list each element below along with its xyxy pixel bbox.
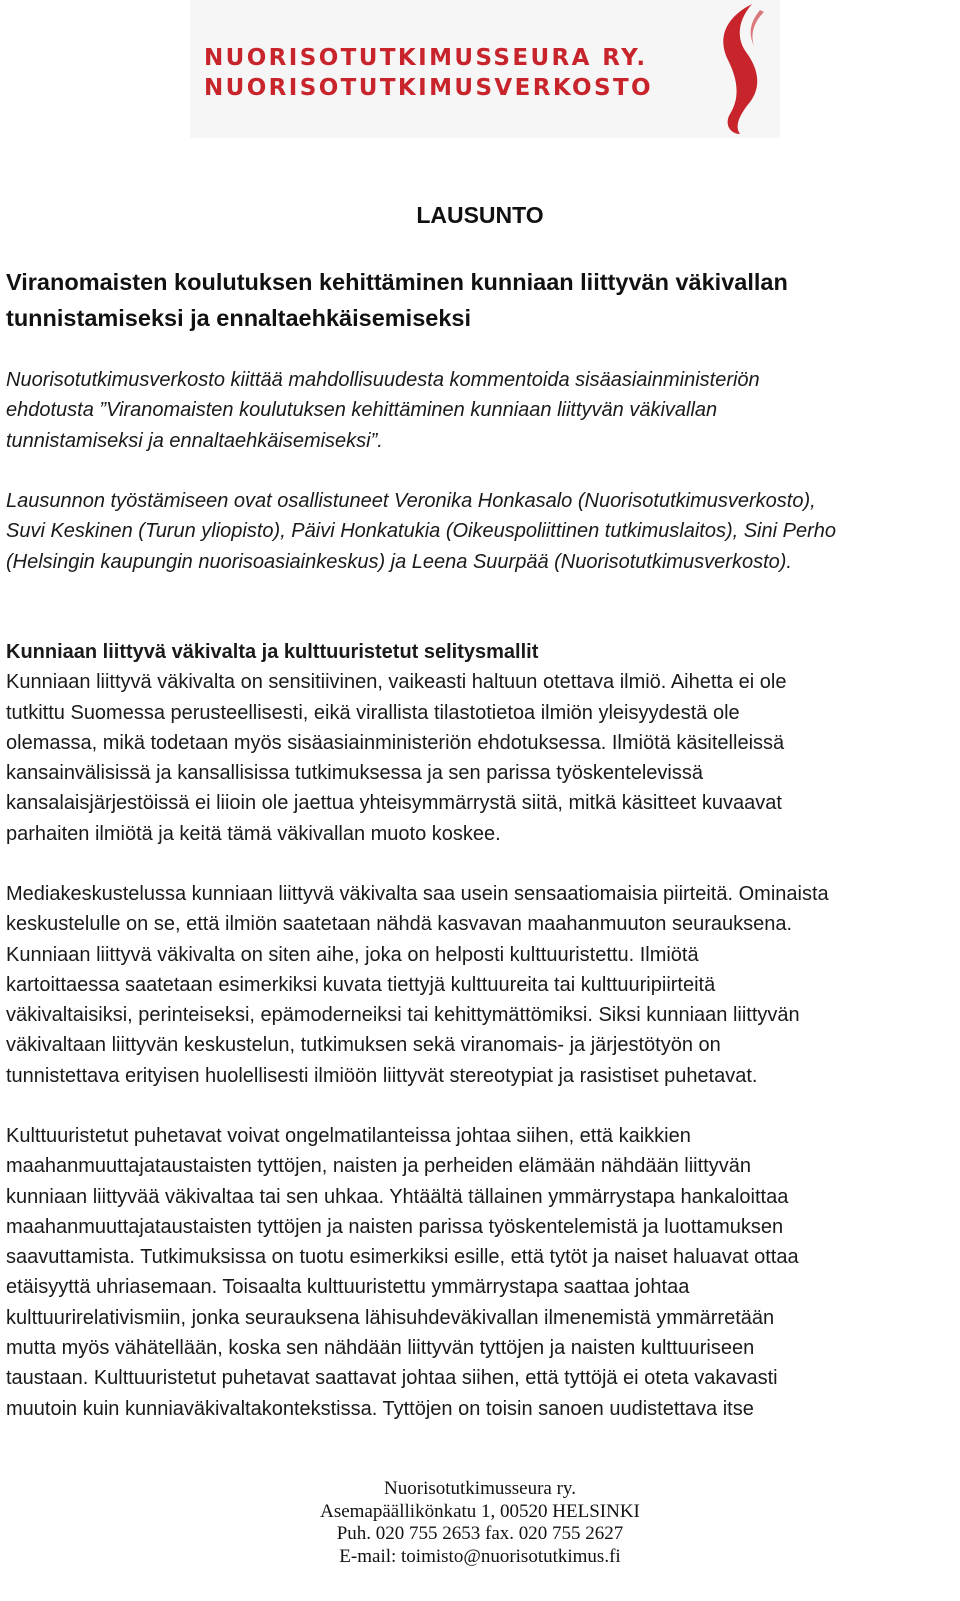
text-line: ehdotusta ”Viranomaisten koulutuksen kehittäminen kunniaan liittyvän väkivallan [6, 399, 718, 422]
text-line: etäisyyttä uhriasemaan. Toisaalta kulttuuristettu ymmärrystapa saattaa johtaa [6, 1276, 690, 1299]
logo-text-seura: NUORISOTUTKIMUSSEURA RY. [204, 45, 648, 71]
text-line: Kunniaan liittyvä väkivalta on sensitiivinen, vaikeasti haltuun otettava ilmiö. Aihetta ei ole [6, 671, 787, 694]
intro-paragraph [6, 365, 946, 456]
text-line: väkivaltaan liittyvän keskustelun, tutkimuksen sekä viranomais- ja järjestötyön on [6, 1034, 721, 1057]
text-line: Kulttuuristetut puhetavat voivat ongelmatilanteissa johtaa siihen, että kaikkien [6, 1125, 691, 1147]
text-line: maahanmuuttajataustaisten tyttöjen, naisten ja perheiden elämään nähdään liittyvän [6, 1155, 751, 1178]
document-title: LAUSUNTO [416, 202, 544, 228]
text-line: mutta myös vähätellään, koska sen nähdään liittyvän tyttöjen ja naisten kulttuuriseen [6, 1337, 755, 1360]
text-line: parhaiten ilmiötä ja keitä tämä väkivallan muoto koskee. [6, 822, 501, 845]
text-line: kunniaan liittyvää väkivaltaa tai sen uhkaa. Yhtäältä tällainen ymmärrystapa hankaloittaa [6, 1185, 789, 1208]
text-line: muutoin kuin kunniaväkivaltakontekstissa. Tyttöjen on toisin sanoen uudistettava itse [6, 1397, 754, 1420]
text-line: olemassa, mikä todetaan myös sisäasiainministeriön ehdotuksessa. Ilmiötä käsitelleissä [6, 731, 785, 754]
text-line: maahanmuuttajataustaisten tyttöjen ja naisten parissa työskentelemistä ja luottamuksen [6, 1215, 784, 1238]
paragraph-two [6, 879, 946, 1091]
text-line: Nuorisotutkimusverkosto kiittää mahdollisuudesta kommentoida sisäasiainministeriön [6, 369, 760, 391]
text-line: Kunniaan liittyvä väkivalta on siten aihe, joka on helposti kulttuuristettu. Ilmiötä [6, 943, 699, 966]
subject-line: Viranomaisten koulutuksen kehittäminen kunniaan liittyvän väkivallan [6, 269, 788, 295]
text-line: kansainvälisissä ja kansallisissa tutkimuksessa ja sen parissa työskentelevissä [6, 762, 703, 785]
footer-org: Nuorisotutkimusseura ry. [384, 1478, 576, 1499]
paragraph-three [6, 1121, 946, 1424]
text-line: taustaan. Kulttuuristetut puhetavat saattavat johtaa siihen, että tyttöjä ei oteta vakavasti [6, 1367, 778, 1390]
logo-text-verkosto: NUORISOTUTKIMUSVERKOSTO [204, 75, 653, 101]
section-heading: Kunniaan liittyvä väkivalta ja kulttuuristetut selitysmallit [6, 641, 539, 663]
page-footer [0, 1478, 960, 1569]
letterhead-logo [190, 0, 780, 138]
text-line: Mediakeskustelussa kunniaan liittyvä väkivalta saa usein sensaatiomaisia piirteitä. Ominaista [6, 883, 829, 905]
text-line: tunnistamiseksi ja ennaltaehkäisemiseksi”. [6, 429, 383, 452]
contributors-paragraph [6, 486, 946, 577]
footer-phone: Puh. 020 755 2653 fax. 020 755 2627 [336, 1523, 624, 1545]
text-line: saavuttamista. Tutkimuksissa on tuotu esimerkiksi esille, että tytöt ja naiset haluavat ottaa [6, 1246, 799, 1269]
text-line: keskustelulle on se, että ilmiön saatetaan nähdä kasvavan maahanmuuton seurauksena. [6, 913, 793, 936]
subject-line: tunnistamiseksi ja ennaltaehkäisemiseksi [6, 305, 472, 331]
document-subject [6, 264, 788, 336]
section-one [6, 637, 946, 849]
text-line: tunnistettava erityisen huolellisesti ilmiöön liittyvät stereotypiat ja rasistiset puhetavat. [6, 1064, 758, 1087]
logo-swirl-icon [700, 2, 772, 136]
text-line: tutkittu Suomessa perusteellisesti, eikä virallista tilastotietoa ilmiön yleisyydestä ole [6, 701, 740, 724]
text-line: kartoittaessa saatetaan esimerkiksi kuvata tiettyjä kulttuureita tai kulttuuripiirteitä [6, 973, 716, 996]
text-line: kulttuurirelativismiin, jonka seurauksena lähisuhdeväkivallan ilmenemistä ymmärretään [6, 1306, 775, 1329]
text-line: (Helsingin kaupungin nuorisoasiainkeskus) ja Leena Suurpää (Nuorisotutkimusverkosto). [6, 550, 792, 573]
text-line: väkivaltaisiksi, perinteiseksi, epämoderneiksi tai kehittymättömiksi. Siksi kunniaan liittyvän [6, 1004, 800, 1027]
text-line: kansalaisjärjestöissä ei liioin ole jaettua yhteisymmärrystä siitä, mitkä käsitteet kuvaavat [6, 792, 782, 815]
text-line: Suvi Keskinen (Turun yliopisto), Päivi Honkatukia (Oikeuspoliittinen tutkimuslaitos), Sini Perho [6, 520, 836, 543]
text-line: Lausunnon työstämiseen ovat osallistuneet Veronika Honkasalo (Nuorisotutkimusverkosto), [6, 490, 816, 512]
footer-email: E-mail: toimisto@nuorisotutkimus.fi [339, 1546, 621, 1568]
footer-address: Asemapäällikönkatu 1, 00520 HELSINKI [320, 1500, 640, 1522]
